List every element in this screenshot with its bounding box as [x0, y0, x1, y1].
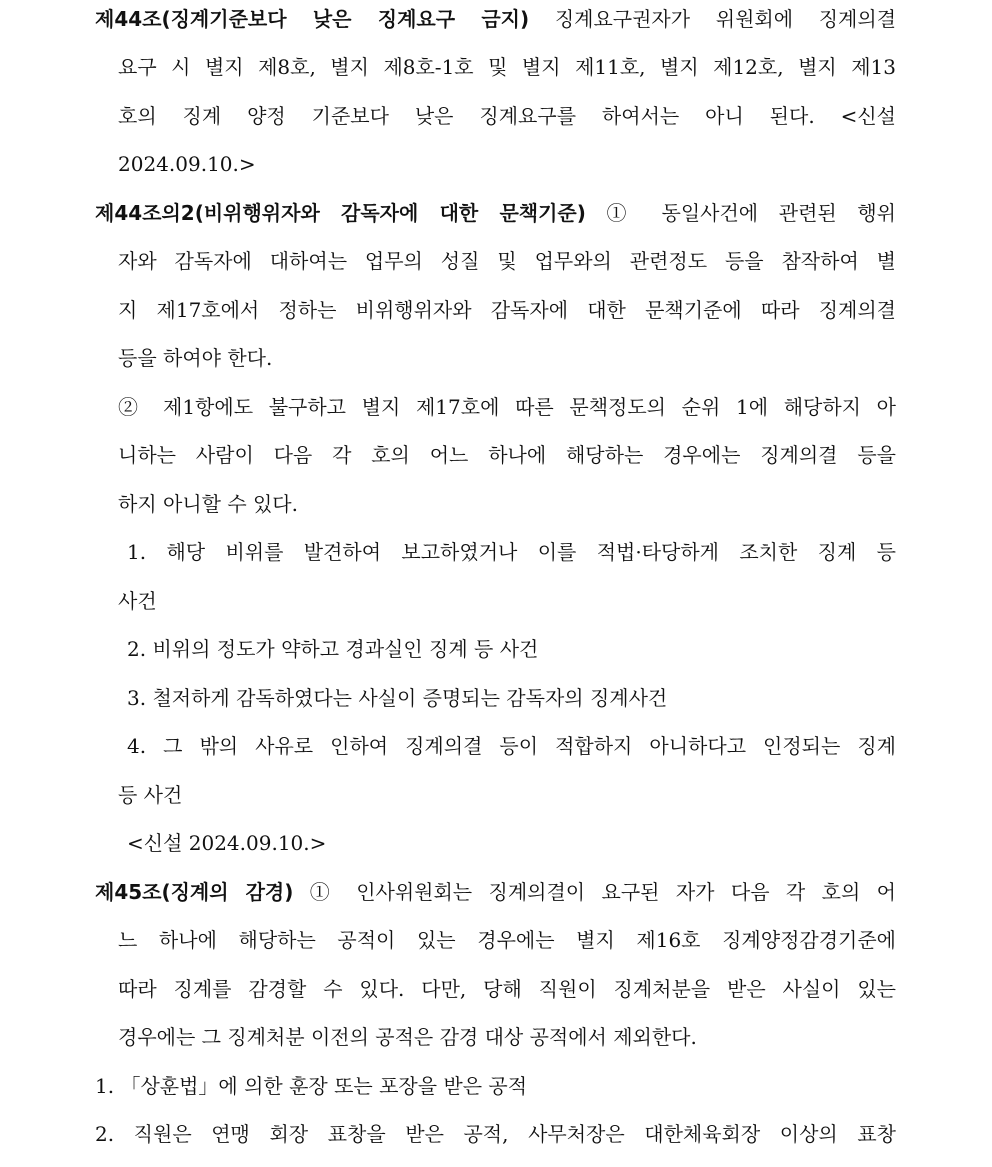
article-45-item-1: 1. 「상훈법」에 의한 훈장 또는 포장을 받은 공적: [95, 1074, 528, 1098]
article-45-line-2: 느 하나에 해당하는 공적이 있는 경우에는 별지 제16호 징계양정감경기준에: [118, 928, 896, 952]
article-44-line-3: 호의 징계 양정 기준보다 낮은 징계요구를 하여서는 아니 된다. <신설: [118, 104, 896, 128]
article-44-2-item-4: 4. 그 밖의 사유로 인하여 징계의결 등이 적합하지 아니하다고 인정되는 징계: [127, 734, 896, 758]
article-44-amendment: 2024.09.10.>: [118, 152, 256, 176]
article-45-item-2: 2. 직원은 연맹 회장 표창을 받은 공적, 사무처장은 대한체육회장 이상의 표창: [95, 1122, 896, 1146]
article-44-2-item-3: 3. 철저하게 감독하였다는 사실이 증명되는 감독자의 징계사건: [127, 686, 668, 710]
article-44-line-2: 요구 시 별지 제8호, 별지 제8호-1호 및 별지 제11호, 별지 제12호, 별지 제13: [118, 55, 896, 79]
article-44-2-item-2: 2. 비위의 정도가 약하고 경과실인 징계 등 사건: [127, 637, 539, 661]
article-45-heading: 제45조(징계의 감경): [95, 880, 294, 904]
article-45-line-3: 따라 징계를 감경할 수 있다. 다만, 당해 직원이 징계처분을 받은 사실이 있는: [118, 977, 896, 1001]
article-44-2-item-1-cont: 사건: [118, 589, 157, 613]
article-44-2-amendment: <신설 2024.09.10.>: [127, 831, 327, 855]
article-44-2-p2-line-2: 니하는 사람이 다음 각 호의 어느 하나에 해당하는 경우에는 징계의결 등을: [118, 443, 896, 467]
article-44-2-p1-line-4: 등을 하여야 한다.: [118, 346, 273, 370]
article-45-line-4: 경우에는 그 징계처분 이전의 공적은 감경 대상 공적에서 제외한다.: [118, 1025, 697, 1049]
article-44-2-line-1: [95, 198, 896, 228]
article-44-2-item-4-cont: 등 사건: [118, 783, 183, 807]
article-44-2-p2-line-3: 하지 아니할 수 있다.: [118, 492, 298, 516]
article-44-2-p1-line-2: 자와 감독자에 대하여는 업무의 성질 및 업무와의 관련정도 등을 참작하여 별: [118, 249, 896, 273]
article-45-paragraph-1-start: ① 인사위원회는 징계의결이 요구된 자가 다음 각 호의 어: [309, 880, 896, 904]
article-44-2-paragraph-1-start: ① 동일사건에 관련된 행위: [606, 201, 896, 225]
article-44-heading: 제44조(징계기준보다 낮은 징계요구 금지): [95, 7, 530, 31]
article-44-2-heading: 제44조의2(비위행위자와 감독자에 대한 문책기준): [95, 201, 586, 225]
article-44-2-p2-line-1: ② 제1항에도 불구하고 별지 제17호에 따른 문책정도의 순위 1에 해당하지 아: [118, 395, 896, 419]
article-44-2-p1-line-3: 지 제17호에서 정하는 비위행위자와 감독자에 대한 문책기준에 따라 징계의결: [118, 298, 896, 322]
article-44-text: 징계요구권자가 위원회에 징계의결: [554, 7, 897, 31]
article-44-line-1: [95, 4, 896, 34]
article-45-line-1: [95, 877, 896, 907]
article-44-2-item-1: 1. 해당 비위를 발견하여 보고하였거나 이를 적법·타당하게 조치한 징계 등: [127, 540, 896, 564]
